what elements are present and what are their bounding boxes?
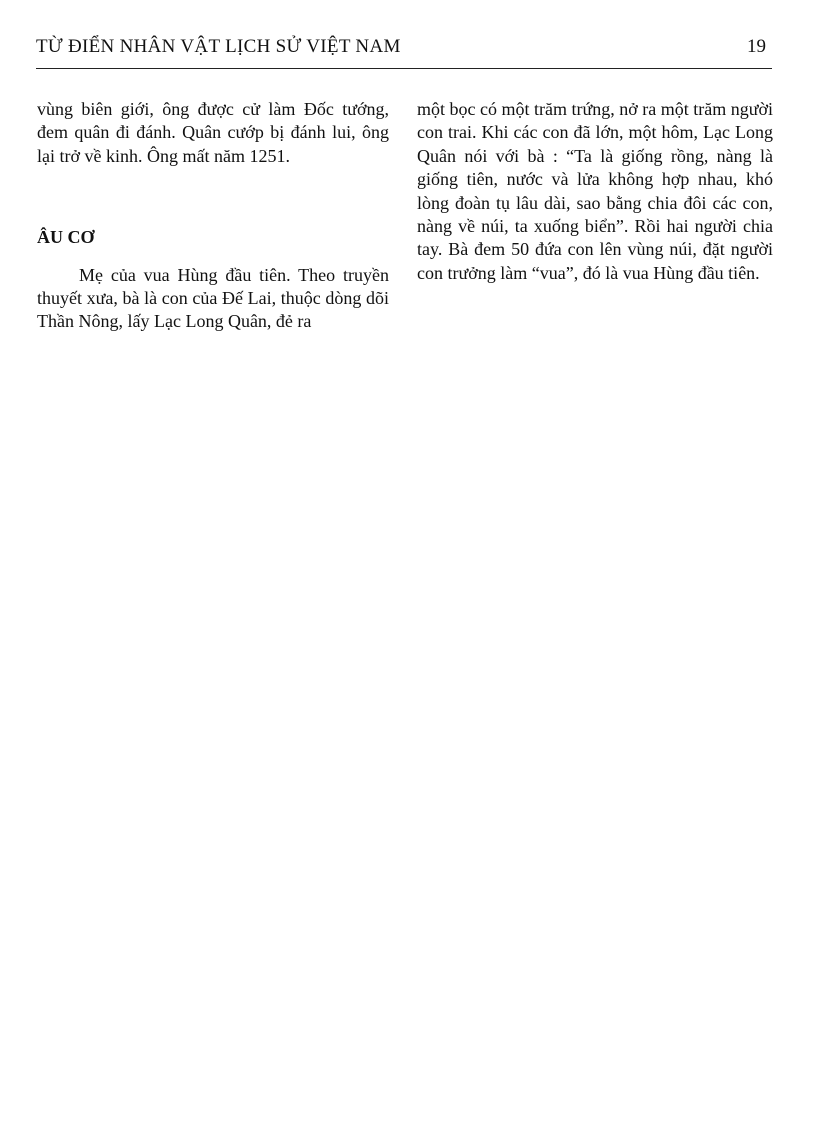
left-column — [37, 98, 389, 334]
right-column — [417, 98, 773, 285]
page-number: 19 — [747, 36, 766, 57]
running-header — [36, 34, 772, 69]
entry-heading: ÂU CƠ — [37, 227, 95, 248]
entry-paragraph: Mẹ của vua Hùng đầu tiên. Theo truyền thuyết xưa, bà là con của Đế Lai, thuộc dòng dõi Thần Nông, lấy Lạc Long Quân, đẻ ra — [37, 264, 389, 332]
entry-paragraph-continued: một bọc có một trăm trứng, nở ra một trăm người con trai. Khi các con đã lớn, một hôm, Lạc Long Quân nói với bà : “Ta là giống rồng, nàng là giống tiên, nước và lửa không hợp nhau, khó lòng đoàn tụ lâu dài, sao bằng chia đôi các con, nàng về núi, ta xuống biển”. Rồi hai người chia tay. Bà đem 50 đứa con lên vùng núi, đặt người con trưởng làm “vua”, đó là vua Hùng đầu tiên. — [417, 99, 773, 283]
continuation-paragraph: vùng biên giới, ông được cử làm Đốc tướng, đem quân đi đánh. Quân cướp bị đánh lui, ông lại trở về kinh. Ông mất năm 1251. — [37, 99, 389, 166]
book-title: TỪ ĐIỂN NHÂN VẬT LỊCH SỬ VIỆT NAM — [36, 36, 401, 57]
